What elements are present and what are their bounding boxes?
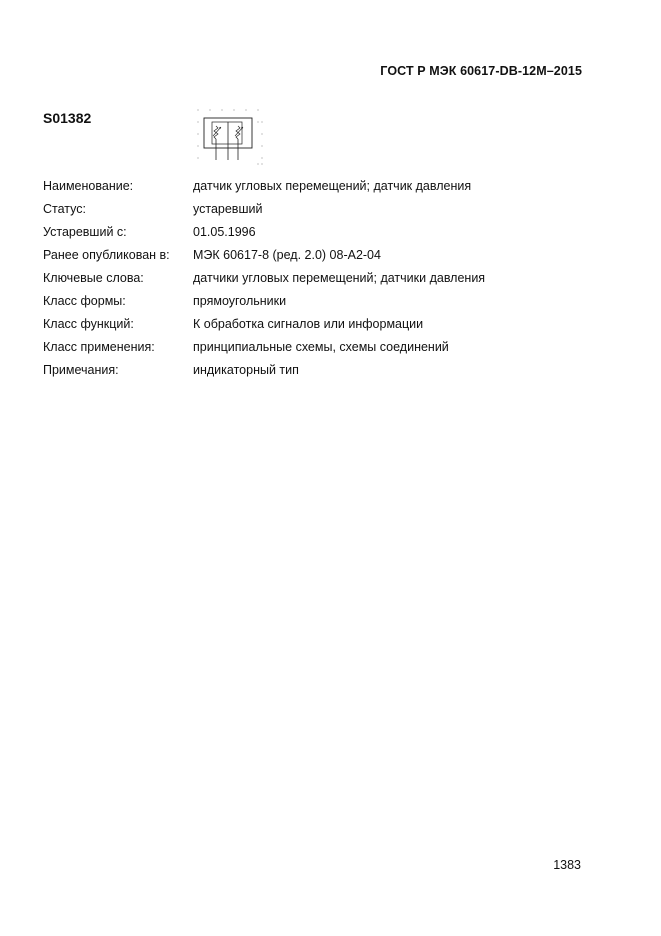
property-row-shape-class: [43, 289, 485, 312]
document-header: ГОСТ Р МЭК 60617-DB-12M–2015: [380, 64, 582, 78]
property-row-notes: [43, 358, 485, 381]
properties-list: [43, 174, 485, 381]
property-row-application-class: [43, 335, 485, 358]
symbol-code: S01382: [43, 110, 92, 126]
property-row-function-class: [43, 312, 485, 335]
property-value: устаревший: [193, 201, 263, 216]
property-value: К обработка сигналов или информации: [193, 316, 424, 331]
angular-displacement-pressure-sensor-symbol-icon: [196, 108, 266, 168]
property-label: Ключевые слова:: [43, 270, 144, 285]
property-row-obsolete-since: [43, 220, 485, 243]
property-row-status: [43, 197, 485, 220]
property-label: Наименование:: [43, 178, 134, 193]
property-label: Класс функций:: [43, 316, 134, 331]
property-value: датчики угловых перемещений; датчики давления: [193, 270, 486, 285]
property-row-name: [43, 174, 485, 197]
property-value: прямоугольники: [193, 293, 287, 308]
property-label: Класс применения:: [43, 339, 155, 354]
property-value: датчик угловых перемещений; датчик давления: [193, 178, 472, 193]
property-label: Примечания:: [43, 362, 119, 377]
property-label: Статус:: [43, 201, 86, 216]
property-value: 01.05.1996: [193, 224, 256, 239]
property-label: Ранее опубликован в:: [43, 247, 170, 262]
property-label: Класс формы:: [43, 293, 126, 308]
page-number: 1383: [553, 858, 581, 872]
property-row-previously-published: [43, 243, 485, 266]
property-row-keywords: [43, 266, 485, 289]
property-value: принципиальные схемы, схемы соединений: [193, 339, 449, 354]
property-label: Устаревший с:: [43, 224, 127, 239]
property-value: МЭК 60617-8 (ред. 2.0) 08-A2-04: [193, 247, 381, 262]
property-value: индикаторный тип: [193, 362, 299, 377]
